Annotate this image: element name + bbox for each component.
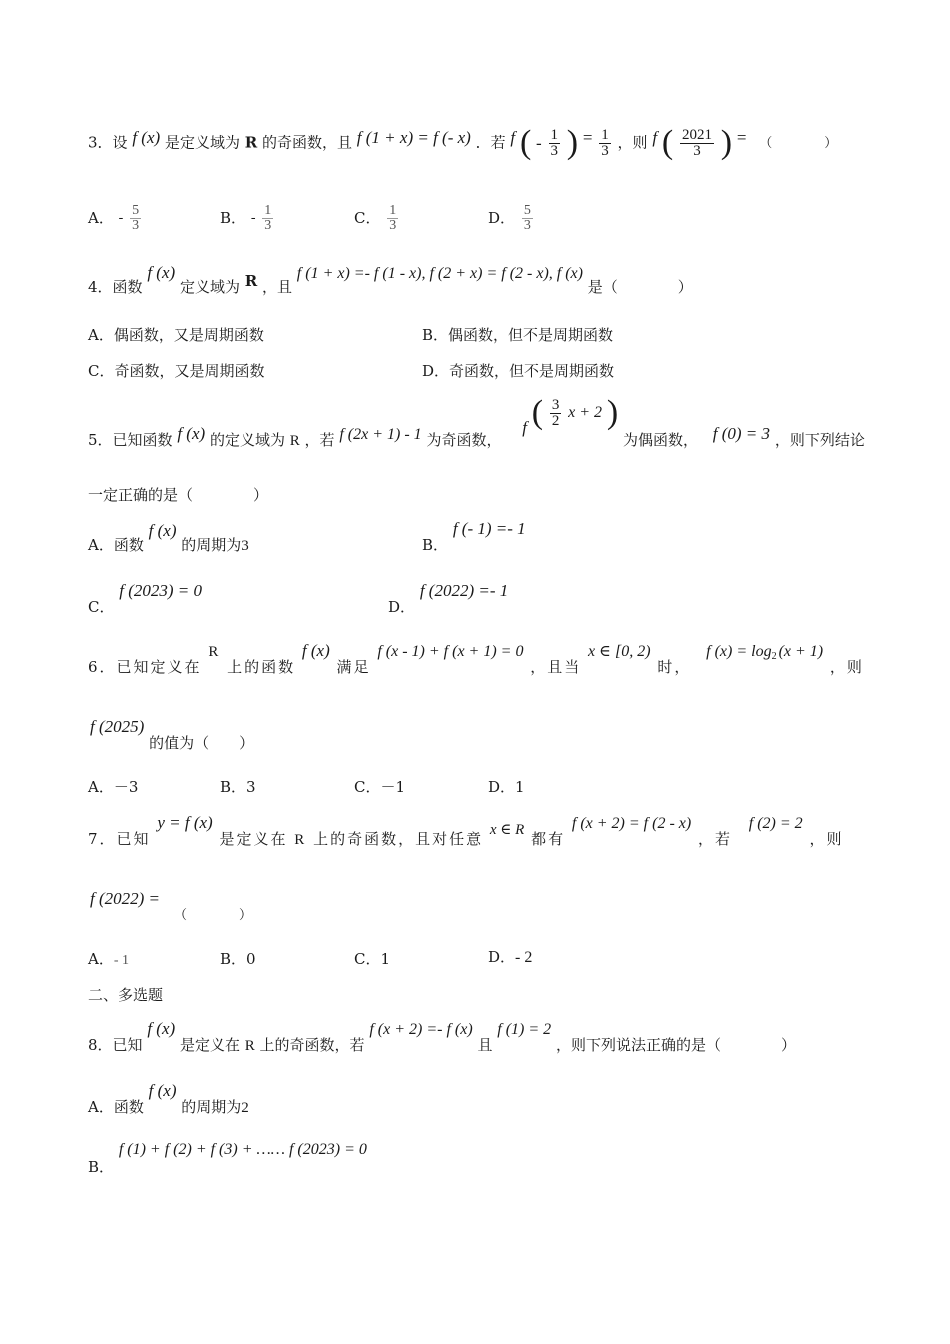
q3-option-b-sign: - <box>250 210 256 226</box>
q6-option-a-text: －3 <box>113 778 139 796</box>
q4-equation: f (1 + x) =- f (1 - x), f (2 + x) = f (2 - x), f (x) <box>296 265 583 282</box>
q7-option-d-label: D． <box>488 948 516 966</box>
q3-option-a-frac <box>130 204 141 233</box>
q4-number: 4．函数 <box>88 278 143 296</box>
q4-option-d-text: 奇函数，但不是周期函数 <box>449 362 615 380</box>
q5-option-c-label: C． <box>88 598 115 616</box>
q6-text-6: 的值为（ ） <box>149 734 255 752</box>
q3-option-d-num: 5 <box>523 203 531 218</box>
q3-option-d[interactable] <box>488 204 535 233</box>
q7-option-c[interactable] <box>354 952 390 967</box>
q8-text-1: 是定义在 <box>179 1036 240 1054</box>
q7-text-2: 上的奇函数，且对任意 <box>313 830 484 848</box>
q3-frac-2-den: 3 <box>601 142 609 159</box>
q6-expr-3a: f (x) = log <box>706 643 772 660</box>
q5-fx: f (x) <box>177 424 206 443</box>
q5-expr-2-den: 2 <box>551 412 560 429</box>
q5-option-b-label: B． <box>422 536 449 554</box>
q4-option-b-label: B． <box>422 326 449 344</box>
q3-eq1: f (1 + x) = f (- x) <box>356 127 471 147</box>
q6-option-a-label: A． <box>88 778 114 796</box>
q8-option-b[interactable] <box>88 1141 367 1176</box>
q4-option-d-label: D． <box>422 362 450 380</box>
q5-option-b[interactable] <box>422 519 526 554</box>
q5-option-d[interactable] <box>388 581 509 616</box>
q3-frac-3 <box>680 128 714 159</box>
q6-option-c-text: －1 <box>380 778 406 796</box>
q6-text-4: 时， <box>657 658 692 676</box>
q8-fx: f (x) <box>147 1019 176 1038</box>
question-7-stem <box>88 813 844 848</box>
q6-expr-1: f (x - 1) + f (x + 1) = 0 <box>377 643 524 660</box>
q3-option-c-label: C． <box>354 209 381 227</box>
q7-text-3: 都有 <box>531 830 566 848</box>
q7-expr-1: y = f (x) <box>157 813 213 832</box>
q7-stem-line-2 <box>90 890 252 922</box>
q4-R: R <box>244 272 258 290</box>
q6-option-d-label: D． <box>488 778 516 796</box>
q3-rparen-1: ) <box>566 124 579 161</box>
q5-option-d-label: D． <box>388 598 416 616</box>
q4-option-c[interactable] <box>88 364 265 379</box>
q8-option-a-value: 2 <box>241 1100 249 1116</box>
q6-option-b-label: B． <box>220 778 247 796</box>
q5-expr-2-frac <box>550 398 562 429</box>
q5-option-a[interactable] <box>88 521 249 554</box>
q6-option-d[interactable] <box>488 780 525 795</box>
q7-number: 7．已知 <box>88 830 151 848</box>
q7-expr-3: f (x + 2) = f (2 - x) <box>571 815 692 832</box>
question-4-stem <box>88 263 693 296</box>
q8-R: R <box>244 1038 255 1054</box>
q5-option-b-eq: f (- 1) =- 1 <box>452 519 526 538</box>
q7-option-d-text: - 2 <box>515 949 533 966</box>
q3-option-d-frac <box>522 204 533 233</box>
q8-option-a-text-2: 的周期为 <box>181 1098 242 1116</box>
q3-frac-3-den: 3 <box>680 143 714 159</box>
q7-option-d[interactable] <box>488 950 532 966</box>
question-6-stem <box>88 641 864 676</box>
q3-lparen-2: ( <box>661 124 674 161</box>
q6-option-c-label: C． <box>354 778 381 796</box>
q5-option-a-text-1: 函数 <box>113 536 144 554</box>
question-8-stem <box>88 1019 796 1054</box>
q7-option-b-text: 0 <box>246 950 256 968</box>
q6-option-c[interactable] <box>354 780 405 795</box>
q7-option-a[interactable] <box>88 952 129 968</box>
q7-option-c-text: 1 <box>380 950 391 968</box>
q7-expr-2: x ∈ R <box>489 822 525 838</box>
q3-neg: - <box>536 133 542 153</box>
q5-option-a-label: A． <box>88 536 114 554</box>
q3-text-2: 的奇函数，且 <box>262 133 353 152</box>
q5-option-c[interactable] <box>88 581 203 616</box>
q3-option-b-den: 3 <box>264 218 272 233</box>
q7-option-b[interactable] <box>220 952 256 967</box>
q5-expr-2-f: f <box>522 418 527 437</box>
q3-option-c-frac <box>387 204 398 233</box>
q5-expr-2-lparen: ( <box>531 394 544 431</box>
q6-text-3: ，且当 <box>530 658 582 676</box>
q3-frac-2 <box>599 128 611 159</box>
q5-R: R <box>289 433 300 449</box>
q3-lparen-1: ( <box>519 124 532 161</box>
q8-option-b-label: B． <box>88 1158 115 1176</box>
q3-equals-2: = <box>736 127 747 147</box>
q5-option-d-eq: f (2022) =- 1 <box>419 581 509 600</box>
q6-option-a[interactable] <box>88 780 138 795</box>
q5-option-a-text-2: 的周期为 <box>181 536 242 554</box>
q3-option-a[interactable] <box>88 204 143 233</box>
q4-option-a-label: A． <box>88 326 114 344</box>
q7-option-a-label: A． <box>88 950 114 968</box>
q3-f-label-1: f <box>510 127 516 147</box>
q5-expr-2-num: 3 <box>551 396 560 413</box>
q4-option-b-text: 偶函数，但不是周期函数 <box>448 326 614 344</box>
q8-text-4: ，则下列说法正确的是（ ） <box>555 1036 796 1054</box>
q6-expr-3b: (x + 1) <box>778 643 824 660</box>
q8-option-a-fx: f (x) <box>148 1081 177 1100</box>
q7-R: R <box>294 832 307 848</box>
q3-option-b-label: B． <box>220 209 247 227</box>
q3-text-1: 是定义域为 <box>164 133 240 152</box>
q4-option-a-text: 偶函数，又是周期函数 <box>113 326 264 344</box>
q5-option-a-fx: f (x) <box>148 521 177 540</box>
q3-text-5: （ ） <box>759 135 838 151</box>
question-5-stem <box>88 394 865 449</box>
q6-expr-2: x ∈ [0, 2) <box>588 643 651 660</box>
q3-option-c-den: 3 <box>389 218 397 233</box>
q7-text-6: （ ） <box>174 908 253 923</box>
q4-fx: f (x) <box>147 263 176 282</box>
q6-text-5: ，则 <box>829 658 864 676</box>
q3-option-b-frac <box>262 204 273 233</box>
q8-expr-1: f (x + 2) =- f (x) <box>369 1021 473 1038</box>
q5-text-1: 的定义域为 <box>209 431 285 449</box>
q4-option-c-label: C． <box>88 362 115 380</box>
q5-text-2: ，若 <box>304 431 335 449</box>
q5-expr-2-rparen: ) <box>606 394 619 431</box>
q8-expr-2: f (1) = 2 <box>497 1021 552 1038</box>
q3-option-a-sign: - <box>118 210 124 226</box>
q7-option-a-text: - 1 <box>113 953 130 968</box>
q7-option-c-label: C． <box>354 950 381 968</box>
q3-frac-3-num: 2021 <box>681 126 712 143</box>
q3-frac-1-num: 1 <box>550 126 558 143</box>
section-heading-multiple-choice: 二、多选题 <box>88 986 164 1004</box>
q3-option-a-den: 3 <box>132 218 140 233</box>
q5-expr-3: f (0) = 3 <box>712 424 771 443</box>
q6-R: R <box>208 644 221 660</box>
q4-option-c-text: 奇函数，又是周期函数 <box>114 362 265 380</box>
q3-equals-1: = <box>582 127 593 147</box>
q8-text-2: 上的奇函数，若 <box>259 1036 365 1054</box>
q7-text-1: 是定义在 <box>219 830 288 848</box>
q3-rparen-2: ) <box>720 124 733 161</box>
q8-text-3: 且 <box>477 1036 493 1054</box>
q5-option-c-eq: f (2023) = 0 <box>119 581 203 600</box>
q6-option-b[interactable] <box>220 780 256 795</box>
q5-stem-line-2: 一定正确的是（ ） <box>88 486 269 504</box>
q5-number: 5．已知函数 <box>88 431 173 449</box>
q4-text-2: ，且 <box>262 278 293 296</box>
q3-option-d-label: D． <box>488 209 516 227</box>
q8-option-b-eq: f (1) + f (2) + f (3) + …… f (2023) = 0 <box>118 1141 367 1158</box>
q3-frac-2-num: 1 <box>601 126 609 143</box>
q6-expr-4: f (2025) <box>90 717 145 736</box>
q4-option-a[interactable] <box>88 328 264 343</box>
q4-option-b[interactable] <box>422 328 613 343</box>
q6-number: 6．已知定义在 <box>88 658 202 676</box>
q3-option-b[interactable] <box>220 204 275 233</box>
q6-fx: f (x) <box>301 641 330 660</box>
q6-stem-line-2 <box>90 717 255 752</box>
question-3-stem <box>88 126 837 160</box>
q4-text-1: 定义域为 <box>179 278 240 296</box>
q3-option-b-num: 1 <box>264 203 272 218</box>
q5-option-a-value: 3 <box>241 538 249 554</box>
q3-frac-1-den: 3 <box>550 142 558 159</box>
q7-expr-4: f (2) = 2 <box>748 815 803 832</box>
q4-text-3: 是（ ） <box>587 278 693 296</box>
q3-fx: f (x) <box>132 127 161 147</box>
q8-option-a-label: A． <box>88 1098 114 1116</box>
q4-option-d[interactable] <box>422 364 614 379</box>
q3-number: 3．设 <box>88 133 128 152</box>
q3-option-c-num: 1 <box>389 203 397 218</box>
q3-option-d-den: 3 <box>523 218 531 233</box>
q3-R: R <box>244 133 258 152</box>
q6-expr-3-sub: 2 <box>771 651 779 662</box>
q6-option-b-text: 3 <box>246 778 256 796</box>
q3-f-label-2: f <box>652 127 658 147</box>
q8-option-a-text-1: 函数 <box>113 1098 144 1116</box>
q5-text-4: 为偶函数， <box>622 431 698 449</box>
q3-option-a-label: A． <box>88 209 114 227</box>
q6-text-2: 满足 <box>336 658 371 676</box>
q8-number: 8．已知 <box>88 1036 143 1054</box>
q3-text-4: ，则 <box>617 133 648 152</box>
q7-option-b-label: B． <box>220 950 247 968</box>
q5-expr-1: f (2x + 1) - 1 <box>339 426 422 443</box>
q6-text-1: 上的函数 <box>227 658 296 676</box>
q6-option-d-text: 1 <box>515 778 525 796</box>
q7-text-4: ，若 <box>697 830 732 848</box>
q8-option-a[interactable] <box>88 1081 249 1116</box>
q5-expr-2-rest: x + 2 <box>568 404 603 421</box>
q5-text-5: ，则下列结论 <box>774 431 865 449</box>
q3-frac-1 <box>549 128 561 159</box>
q7-text-5: ，则 <box>809 830 844 848</box>
q5-text-3: 为奇函数， <box>426 431 502 449</box>
q3-option-c[interactable] <box>354 204 400 233</box>
q7-expr-5: f (2022) = <box>90 889 161 908</box>
q3-text-3: ．若 <box>475 133 506 152</box>
q3-option-a-num: 5 <box>132 203 140 218</box>
